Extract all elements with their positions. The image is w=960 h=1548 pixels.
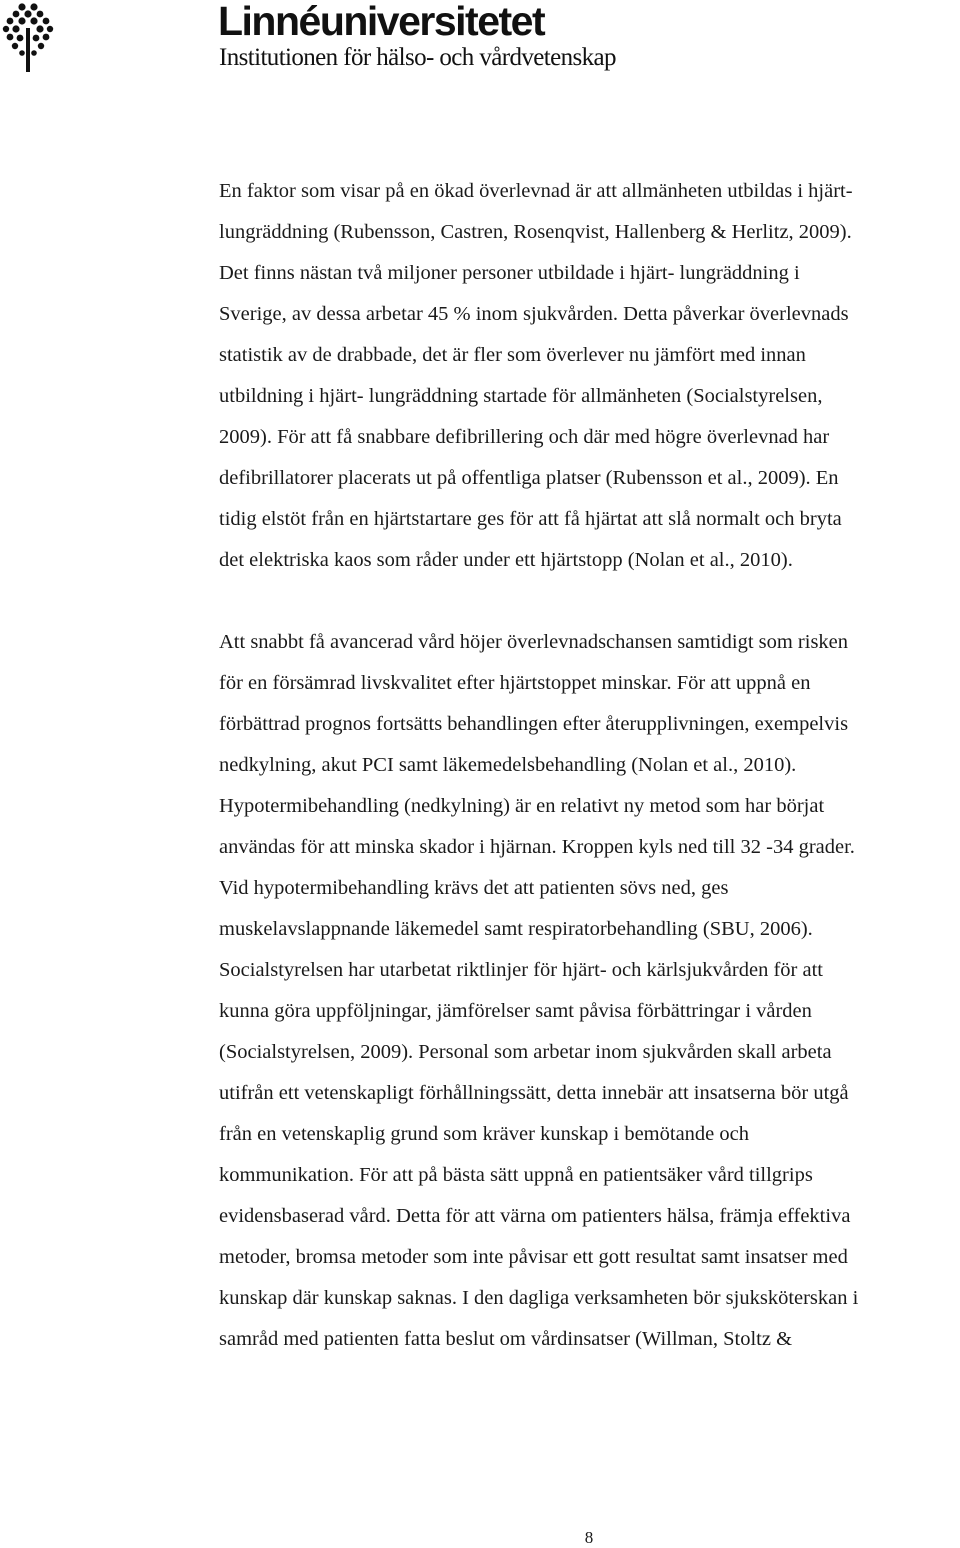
text-line: tidig elstöt från en hjärtstartare ges för att få hjärtat att slå normalt och bryta bbox=[219, 508, 842, 530]
text-line: kunskap där kunskap saknas. I den dagliga verksamheten bör sjuksköterskan i bbox=[219, 1287, 859, 1309]
page-number-text: 8 bbox=[584, 1528, 594, 1547]
text-line: nedkylning, akut PCI samt läkemedelsbehandling (Nolan et al., 2010). bbox=[219, 754, 797, 776]
institution-name: Institutionen för hälso- och vårdvetenskap bbox=[219, 44, 616, 71]
text-line: lungräddning (Rubensson, Castren, Rosenqvist, Hallenberg & Herlitz, 2009). bbox=[219, 221, 852, 243]
text-line: statistik av de drabbade, det är fler som överlever nu jämfört med innan bbox=[219, 344, 806, 366]
text-line: utbildning i hjärt- lungräddning startade för allmänheten (Socialstyrelsen, bbox=[219, 385, 823, 407]
text-line: det elektriska kaos som råder under ett hjärtstopp (Nolan et al., 2010). bbox=[219, 549, 793, 571]
text-line: Vid hypotermibehandling krävs det att patienten sövs ned, ges bbox=[219, 877, 729, 899]
paragraph-spacer bbox=[219, 581, 956, 622]
text-line: användas för att minska skador i hjärnan. Kroppen kyls ned till 32 -34 grader. bbox=[219, 836, 855, 858]
text-line: Att snabbt få avancerad vård höjer överlevnadschansen samtidigt som risken bbox=[219, 631, 849, 653]
text-line: defibrillatorer placerats ut på offentliga platser (Rubensson et al., 2009). En bbox=[219, 467, 839, 489]
text-line: En faktor som visar på en ökad överlevnad är att allmänheten utbildas i hjärt- bbox=[219, 180, 853, 202]
text-line: muskelavslappnande läkemedel samt respiratorbehandling (SBU, 2006). bbox=[219, 918, 813, 940]
text-line: för en försämrad livskvalitet efter hjärtstoppet minskar. För att uppnå en bbox=[219, 672, 811, 694]
university-name: Linnéuniversitetet bbox=[218, 0, 545, 44]
paragraph-2 bbox=[219, 622, 956, 1360]
text-line: samråd med patienten fatta beslut om vårdinsatser (Willman, Stoltz & bbox=[219, 1328, 793, 1350]
text-line: från en vetenskaplig grund som kräver kunskap i bemötande och bbox=[219, 1123, 749, 1145]
page-header bbox=[0, 0, 960, 80]
text-line: utifrån ett vetenskapligt förhållningssätt, detta innebär att insatserna bör utgå bbox=[219, 1082, 849, 1104]
paragraph-1 bbox=[219, 171, 956, 581]
text-line: evidensbaserad vård. Detta för att värna om patienters hälsa, främja effektiva bbox=[219, 1205, 851, 1227]
tree-logo-icon bbox=[2, 2, 54, 72]
text-line: 2009). För att få snabbare defibrillering och där med högre överlevnad har bbox=[219, 426, 830, 448]
text-line: Sverige, av dessa arbetar 45 % inom sjukvården. Detta påverkar överlevnads bbox=[219, 303, 849, 325]
text-line: kommunikation. För att på bästa sätt uppnå en patientsäker vård tillgrips bbox=[219, 1164, 813, 1186]
text-line: (Socialstyrelsen, 2009). Personal som arbetar inom sjukvården skall arbeta bbox=[219, 1041, 832, 1063]
text-line: Hypotermibehandling (nedkylning) är en relativt ny metod som har börjat bbox=[219, 795, 825, 817]
text-line: förbättrad prognos fortsätts behandlingen efter återupplivningen, exempelvis bbox=[219, 713, 849, 735]
text-line: Socialstyrelsen har utarbetat riktlinjer för hjärt- och kärlsjukvården för att bbox=[219, 959, 823, 981]
text-line: metoder, bromsa metoder som inte påvisar ett gott resultat samt insatser med bbox=[219, 1246, 848, 1268]
page-number bbox=[0, 1528, 960, 1548]
body-text bbox=[219, 171, 956, 1360]
text-line: kunna göra uppföljningar, jämförelser samt påvisa förbättringar i vården bbox=[219, 1000, 812, 1022]
text-line: Det finns nästan två miljoner personer utbildade i hjärt- lungräddning i bbox=[219, 262, 800, 284]
